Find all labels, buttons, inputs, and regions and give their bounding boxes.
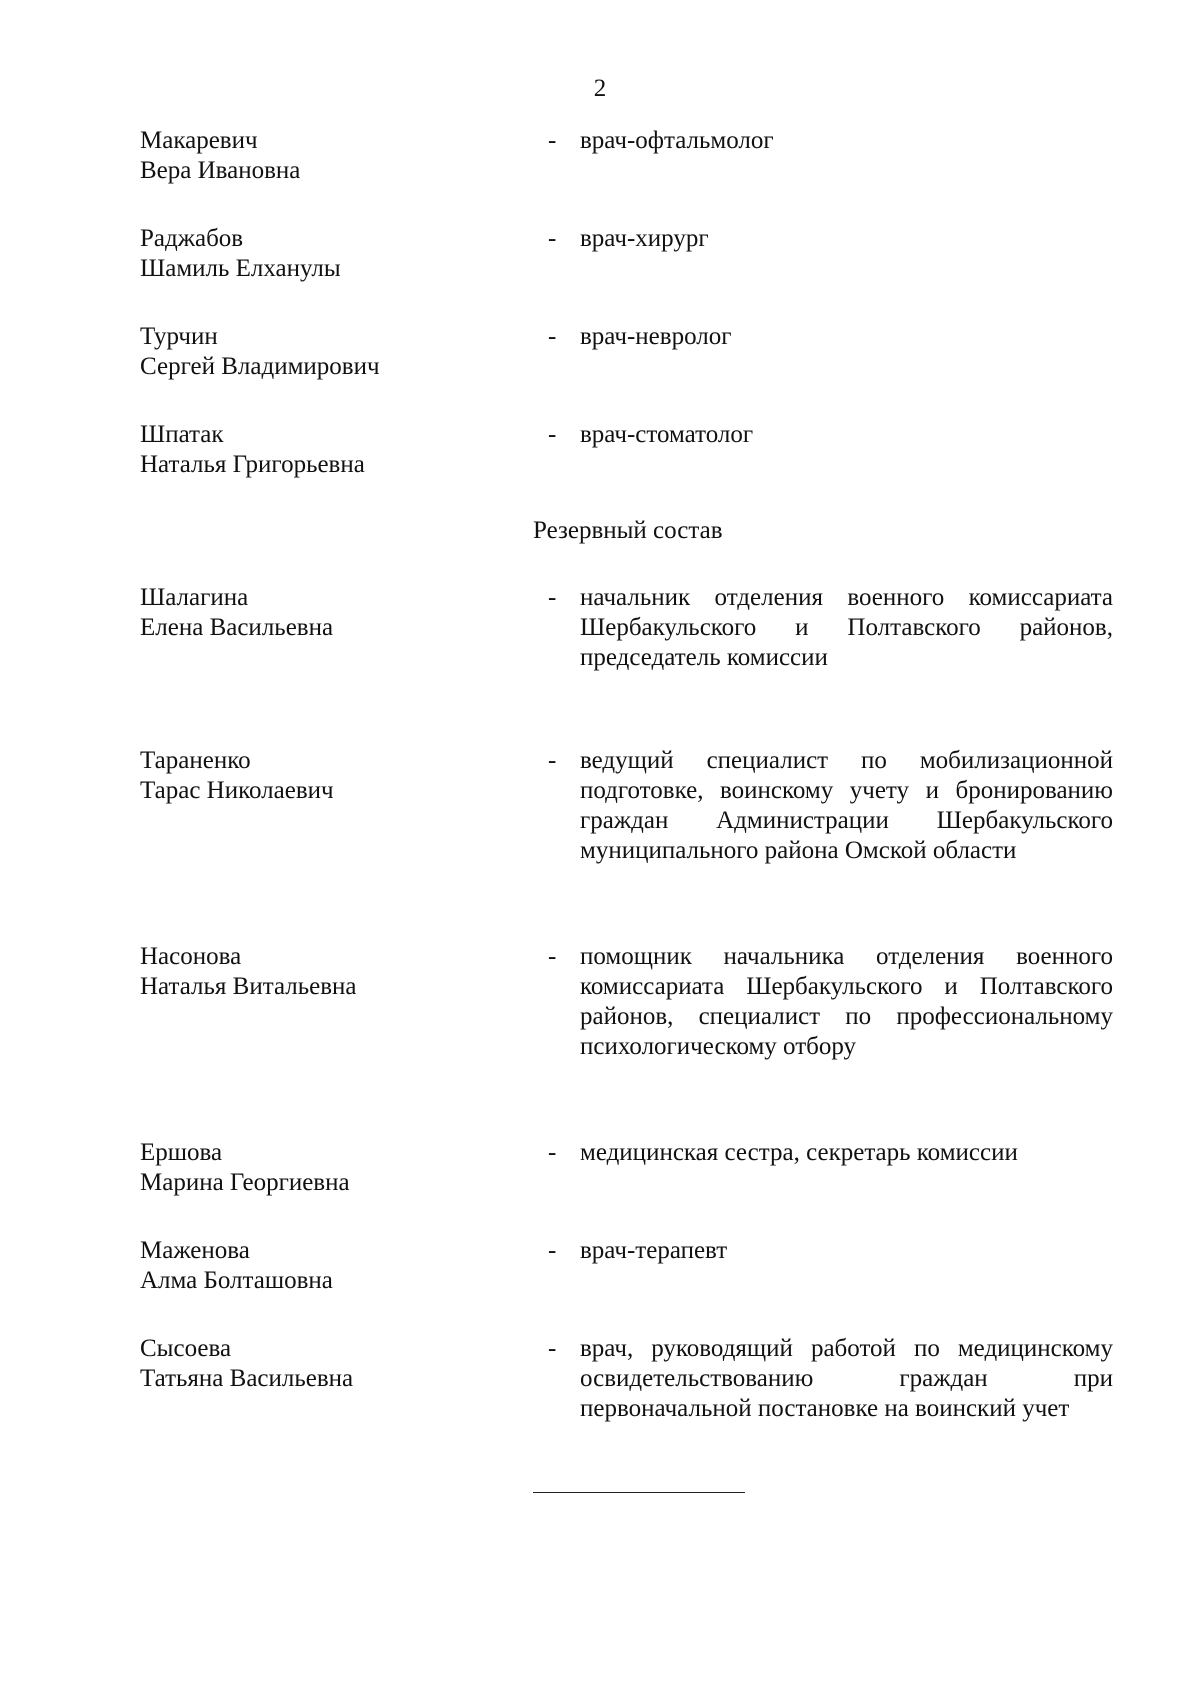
member-surname: Шпатак — [140, 421, 224, 448]
member-given-name: Тарас Николаевич — [140, 777, 334, 804]
member-surname: Сысоева — [140, 1335, 232, 1362]
dash: - — [548, 323, 557, 350]
member-surname: Шалагина — [140, 584, 249, 611]
dash: - — [548, 943, 557, 970]
member-given-name: Наталья Григорьевна — [140, 451, 365, 478]
member-name — [140, 322, 520, 382]
dash: - — [548, 421, 557, 448]
member-given-name: Татьяна Васильевна — [140, 1365, 354, 1392]
member-surname: Ершова — [140, 1139, 223, 1166]
member-role: ведущий специалист по мобилизационной подготовке, воинскому учету и бронированию граждан Администрации Шербакульского муниципального района Омской области — [580, 747, 1113, 864]
member-role: врач-хирург — [580, 225, 709, 252]
page-number: 2 — [593, 75, 607, 102]
member-surname: Макаревич — [140, 127, 258, 154]
member-surname: Турчин — [140, 323, 218, 350]
member-role: врач, руководящий работой по медицинскому освидетельствованию граждан при первоначальной постановке на воинский учет — [580, 1335, 1113, 1422]
member-given-name: Шамиль Елханулы — [140, 255, 341, 282]
member-name — [140, 126, 520, 186]
reserve-section-title: Резервный состав — [533, 517, 723, 544]
member-name — [140, 942, 520, 1002]
member-given-name: Вера Ивановна — [140, 157, 301, 184]
member-given-name: Алма Болташовна — [140, 1267, 333, 1294]
member-surname: Тараненко — [140, 747, 251, 774]
member-name — [140, 224, 520, 284]
member-role: врач-стоматолог — [580, 421, 754, 448]
dash: - — [548, 1335, 557, 1362]
member-role: врач-невролог — [580, 323, 732, 350]
member-role: начальник отделения военного комиссариата Шербакульского и Полтавского районов, председатель комиссии — [580, 584, 1113, 671]
member-role: помощник начальника отделения военного комиссариата Шербакульского и Полтавского районов, специалист по профессиональному психологическому отбору — [580, 943, 1113, 1060]
member-name — [140, 746, 520, 806]
member-given-name: Наталья Витальевна — [140, 973, 357, 1000]
member-given-name: Марина Георгиевна — [140, 1169, 350, 1196]
member-role: медицинская сестра, секретарь комиссии — [580, 1139, 1018, 1166]
member-role: врач-офтальмолог — [580, 127, 774, 154]
member-name — [140, 583, 520, 643]
dash: - — [548, 747, 557, 774]
dash: - — [548, 225, 557, 252]
dash: - — [548, 127, 557, 154]
member-given-name: Елена Васильевна — [140, 614, 334, 641]
member-surname: Маженова — [140, 1237, 250, 1264]
member-name — [140, 420, 520, 480]
member-name — [140, 1236, 520, 1296]
member-surname: Раджабов — [140, 225, 244, 252]
member-given-name: Сергей Владимирович — [140, 353, 380, 380]
dash: - — [548, 1139, 557, 1166]
member-surname: Насонова — [140, 943, 242, 970]
member-name — [140, 1334, 520, 1394]
member-role: врач-терапевт — [580, 1237, 728, 1264]
dash: - — [548, 584, 557, 611]
dash: - — [548, 1237, 557, 1264]
closing-rule — [533, 1492, 745, 1493]
member-name — [140, 1138, 520, 1198]
